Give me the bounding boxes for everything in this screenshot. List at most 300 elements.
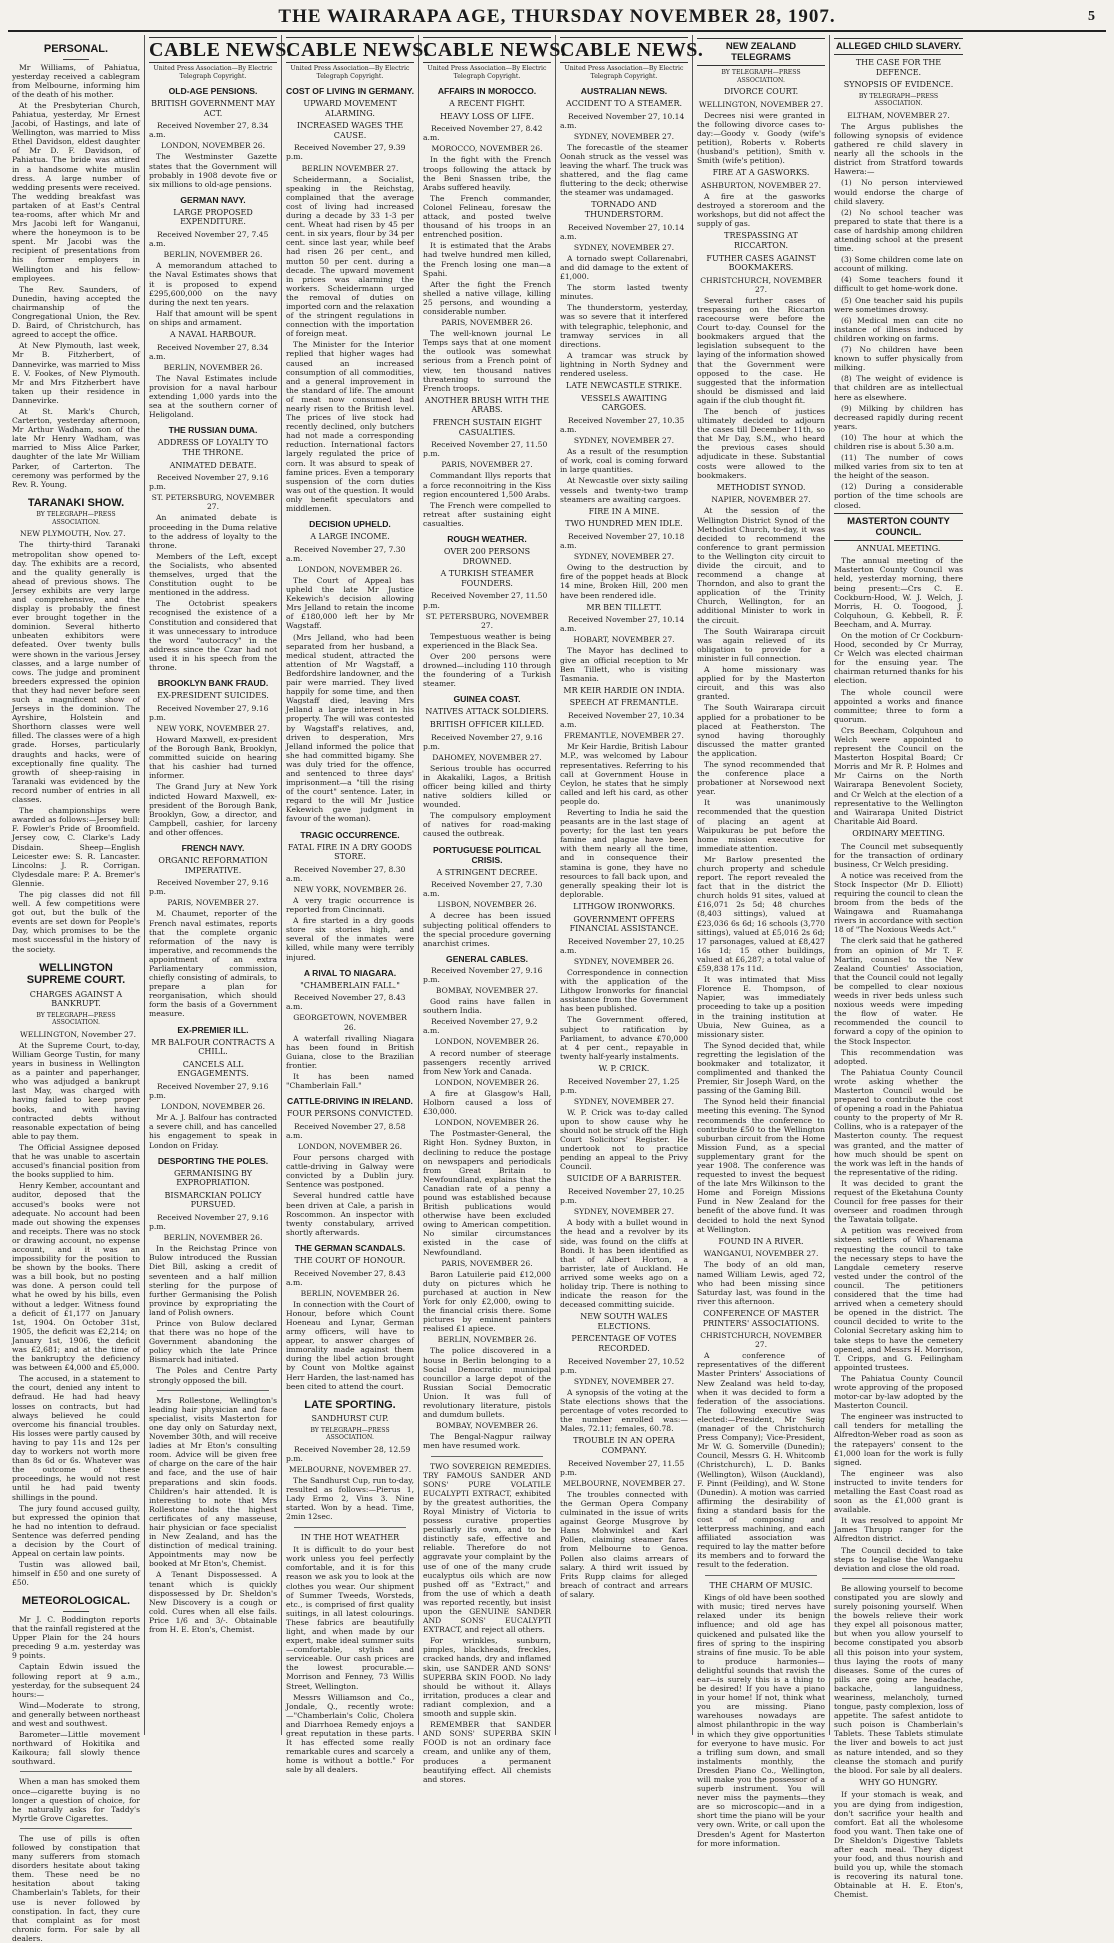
dateline: LONDON, NOVEMBER 26. (160, 141, 266, 151)
subheading: BISMARCKIAN POLICY PURSUED. (164, 1190, 262, 1210)
article-paragraph: Members of the Left, except the Socialists, who absented themselves, urged that the Constitution ought to be mentioned in the address. (149, 551, 277, 598)
dateline: PARIS, NOVEMBER 27. (167, 898, 259, 908)
subheading: THE COURT OF HONOUR. (294, 1255, 406, 1265)
article-paragraph: The Synod decided that, while regretting the legislation of the bookmaker and totalizator, it complimented and thanked the Premier, Sir Joseph Ward, on the passing of the Gaming Bill. (697, 1040, 825, 1096)
masthead (8, 6, 1106, 28)
dateline: MOROCCO, NOVEMBER 26. (431, 144, 543, 154)
advertisement: If your stomach is weak, and you are dying from indigestion, don't sacrifice your health and comfort. Eat all the wholesome food you want. Then take one of Dr Sheldon's Digestive Tablets after each meal. They digest your food, and thus nourish and build you up, while the stomach is recovering its natural tone. Obtainable at H. E. Eton's, Chemist. (834, 1790, 963, 1900)
subheading: VESSELS AWAITING CARGOES. (581, 393, 667, 413)
article-paragraph: Henry Kember, accountant and auditor, deposed that the accused's books were not adequate. No account had been made out showing the expenses and receipts. There was no stock or drawing account, no expense account, and it was an impossibility for the position to be shown by the books. There was a bill book, but no posting was done. A person could tell what he owed by his bills, even without a ledger. Witness found a deficit of £1,177 on January 1st, 1904. On October 31st, 1905, the deficit was £2,214; on January 1st, 1906, the deficit was £2,681; and at the time of the bankruptcy the deficiency was between £4,000 and £5,000. (12, 1181, 140, 1373)
article-paragraph: The annual meeting of the Masterton County Council was held, yesterday morning, there being present:—Crs C. E. Cockburn-Hood, W. J. Welch, J. Morris, H. O. Toogood, J. Colquhoun, G. Kebbell, R. F. Beecham, and A. Murray. (834, 556, 963, 629)
dateline: ST. PETERSBURG, NOVEMBER 27. (425, 611, 549, 630)
received-line: Received November 28, 12.59 p.m. (286, 1444, 411, 1463)
article-paragraph: At the Supreme Court, to-day, William George Tustin, for many years in business in Wellington as a painter and paperhanger, who was adjudged a bankrupt last May, was charged with having failed to keep proper books, and with having contracted debts without reasonable expectation of being able to pay them. (12, 1040, 140, 1141)
received-line: Received November 27, 10.14 a.m. (560, 111, 685, 130)
dateline: BERLIN, NOVEMBER 26. (300, 1288, 400, 1298)
section-title: WELLINGTON SUPREME COURT. (26, 961, 126, 987)
received-line: Received November 27, 8.43 a.m. (286, 1268, 406, 1287)
article-paragraph: W. P. Crick was to-day called upon to show cause why he should not be struck off the High Court Solicitors' Register. He undertook not to practice pending an appeal to the Privy Council. (560, 1107, 688, 1172)
received-line: Received November 27, 7.45 a.m. (149, 230, 269, 249)
section-title: AUSTRALIAN NEWS. (580, 86, 668, 96)
subheading: FOUND IN A RIVER. (718, 1236, 804, 1246)
article-paragraph: The Westminster Gazette states that the Government will probably in 1908 devote five or six millions to old-age pensions. (149, 152, 277, 189)
dateline: BERLIN, NOVEMBER 26. (163, 1233, 263, 1243)
dateline: CHRISTCHURCH, NOVEMBER 27. (700, 1331, 822, 1350)
section-title: DECISION UPHELD. (309, 519, 391, 530)
dateline: CHRISTCHURCH, NOVEMBER 27. (700, 275, 822, 294)
article-paragraph: In connection with the Court of Honour, before which Count Hoeneau and Lynar, German army officers, will have to appear, to answer charges of immorality made against them during the libel action brought by Count von Moltke against Herr Harden, the last-named has been cited to attend the court. (286, 1299, 414, 1391)
received-line: Received November 27, 11.50 p.m. (423, 591, 548, 610)
dateline: ASHBURTON, NOVEMBER 27. (700, 180, 822, 190)
article-paragraph: The Sandhurst Cup, run to-day, resulted as follows:—Pierus 1, Lady Ermo 2, Vins 3. Nine started. Won by a head. Time, 2min 12sec. (286, 1476, 414, 1522)
dateline: NEW YORK, NOVEMBER 26. (293, 884, 407, 894)
dateline: BERLIN, NOVEMBER 26. (437, 1335, 537, 1345)
subheading: GERMANISING BY EXPROPRIATION. (174, 1168, 252, 1188)
received-line: Received November 27, 8.30 a.m. (286, 864, 406, 883)
dateline: LONDON, NOVEMBER 26. (297, 1141, 403, 1151)
advertisement-heading: WHY GO HUNGRY. (859, 1777, 938, 1787)
column-5 (556, 35, 704, 1735)
received-line: Received November 27, 9.16 p.m. (149, 1212, 269, 1232)
telegraph-credit: BY TELEGRAPH—PRESS ASSOCIATION. (36, 1011, 116, 1027)
list-item: (2) No school teacher was prepared to state that there is a case of hardship among children attending school at the present time. (834, 207, 963, 254)
section-title: EX-PREMIER ILL. (177, 1024, 249, 1035)
article-paragraph: A synopsis of the voting at the State elections shows that the percentage of votes recorded to the number enrolled was:—Males, 72.11; females, 60.78. (560, 1387, 688, 1434)
dateline: PARIS, NOVEMBER 27. (441, 460, 533, 470)
dateline: PARIS, NOVEMBER 26. (441, 318, 533, 328)
article-paragraph: The accused, in a statement to the court, denied any intent to defraud. He had had heavy losses on contracts, but had always believed he could overcome his financial troubles. His losses were partly caused by having to pay 11s and 12s per day to workers not worth more than 8s 6d or 6s. Whatever was the outcome of these proceedings, he would not rest until he had paid twenty shillings in the pound. (12, 1374, 140, 1502)
article-paragraph: Crs Beecham, Colquhoun and Welch were appointed to represent the Council on the Masterton Hospital Board; Cr Morris and Mr R. P. Holmes and Mr Cairns on the North Wairarapa Benevolent Society, and Cr Welch at the election of a representative to the Wellington and Wairarapa United District Charitable Aid Board. (834, 725, 963, 826)
article-paragraph: A conference of representatives of the different Master Printers' Associations of New Zealand was held to-day, when it was decided to form a federation of the associations. The following executive was elected:—President, Mr Seiig (manager of the Christchurch Press Company); Vice-President, Mr W. G. Somerville (Dunedin); Council, Messrs G. H. Whitcomb (Christchurch), L. D. Banks (Wellington), Wilson (Auckland), F. Pinnt (Feilding), and W. Stone (Dunedin). A motion was carried affirming the desirability of fixing a standard basis for the cost of composing and letterpress machining, and each affiliated association was required to lay the matter before its members and to forward the result to the federation. (697, 1351, 825, 1570)
subheading: MR BALFOUR CONTRACTS A CHILL. (151, 1037, 275, 1057)
received-line: Received November 27, 11.55 p.m. (560, 1458, 685, 1477)
subheading: CHARGES AGAINST A BANKRUPT. (29, 989, 123, 1009)
received-line: Received November 27, 8.34 a.m. (149, 342, 269, 361)
dateline: MELBOURNE, NOVEMBER 27. (288, 1465, 412, 1474)
subheading: A STRINGENT DECREE. (436, 867, 538, 877)
list-item: (9) Milking by children has decreased rapidly during recent years. (834, 403, 963, 431)
article-paragraph: The Postmaster-General, the Right Hon. Sydney Buxton, in declining to reduce the postage on newspapers and periodicals from Great Britain to Newfoundland, explains that the Canadian rate of a penny a pound was established because British publications would otherwise have been excluded owing to American competition. No similar circumstances existed in the case of Newfoundland. (423, 1129, 551, 1257)
dateline: SYDNEY, NOVEMBER 27. (573, 436, 675, 446)
article-paragraph: This recommendation was adopted. (834, 1047, 963, 1066)
article-paragraph: The Government offered, subject to ratification by Parliament, to advance £70,000 at 4 per cent., repayable in twenty half-yearly instalments. (560, 1015, 688, 1061)
cable-news-heading: CABLE NEWS. (423, 39, 567, 61)
article-paragraph: Barometer—Little movement northward of Hokitika and Kaikoura; fall slowly thence southward. (12, 1730, 140, 1767)
section-title: TRAGIC OCCURRENCE. (300, 829, 400, 840)
received-line: Received November 27, 9.2 a.m. (423, 1017, 538, 1036)
section-title: BROOKLYN BANK FRAUD. (157, 678, 269, 689)
article-paragraph: After the fight the French shelled a native village, killing 25 persons, and wounding a considerable number. (423, 279, 551, 316)
divider (63, 59, 89, 60)
article-paragraph: The Naval Estimates include provision for a naval harbour extending 1,000 yards into the sea at the southern corner of Heligoland. (149, 373, 277, 420)
article-paragraph: A memorandum attached to the Naval Estimates shows that it is proposed to expend £295,600,000 on the navy during the next ten years. (149, 261, 277, 307)
telegraph-credit: BY TELEGRAPH—PRESS ASSOCIATION. (721, 69, 801, 84)
received-line: Received November 27, 7.30 a.m. (423, 880, 543, 899)
dateline: BERLIN NOVEMBER 27. (301, 163, 399, 173)
dateline: SYDNEY, NOVEMBER 27. (573, 242, 675, 252)
subheading: LITHGOW IRONWORKS. (573, 901, 675, 911)
dateline: NAPIER, NOVEMBER 27. (711, 495, 811, 505)
article-paragraph: Mr J. C. Boddington reports that the rainfall registered at the Upper Plain for the 24 hours preceding 9 a.m. yesterday was 9 points. (12, 1614, 140, 1661)
press-credit: United Press Association—By Electric Telegraph Copyright. (290, 65, 410, 80)
article-paragraph: Wind—Moderate to strong, and generally between northeast and west and southwest. (12, 1700, 140, 1728)
list-item: (12) During a considerable portion of the time schools are closed. (834, 482, 963, 510)
article-paragraph: The Court of Appeal has upheld the late Mr Justice Kekewich's decision allowing Mrs Jelland to retain the income of £180,000 left her by Mr Wagstaff. (286, 576, 414, 631)
article-paragraph: Over 200 persons were drowned—including 110 through the foundering of a Turkish steamer. (423, 651, 551, 689)
subheading: EX-PRESIDENT SUICIDES. (157, 691, 269, 701)
article-paragraph: Scheidermann, a Socialist, speaking in the Reichstag, complained that the average cost of living had increased during a decade by 33 1-3 per cent. Wheat had risen by 45 per cent. in six years, flour by 34 per cent. since last year, while beef had risen 26 per cent., and mutton 50 per cent. during a decade. The upward movement in prices was alarming the workers. Scheidermann urged the removal of duties on imported corn and the relaxation of the stringent regulations in connection with the importation of foreign meat. (286, 174, 414, 339)
received-line: Received November 27, 10.52 p.m. (560, 1356, 685, 1375)
section-banner: NEW ZEALAND TELEGRAMS (697, 38, 825, 66)
section-banner: ALLEGED CHILD SLAVERY. (834, 38, 963, 55)
subheading: SYNOPSIS OF EVIDENCE. (843, 80, 954, 90)
list-item: (7) No children have been known to suffer physically from milking. (834, 345, 963, 373)
article-paragraph: The synod recommended that the conference place a probationer at Norsewood next year. (697, 759, 825, 797)
received-line: Received November 27, 9.16 p.m. (149, 1081, 269, 1101)
received-line: Received November 27, 10.34 a.m. (560, 711, 685, 730)
telegraph-credit: BY TELEGRAPH—PRESS ASSOCIATION. (310, 1426, 390, 1442)
section-title: FRENCH NAVY. (181, 842, 245, 853)
advertisement: REMEMBER that SANDER AND SONS' SUPERBA SKIN FOOD is not an ordinary face cream, and unlike any of them, produces a permanent beautifying effect. All chemists and stores. (423, 1720, 551, 1784)
article-paragraph: The Argus publishes the following synopsis of evidence gathered re child slavery in nearly all the schools in the district from Stratford towards Hawera:— (834, 121, 963, 177)
article-paragraph: The thunderstorm, yesterday, was so severe that it interfered with telegraphic, telephonic, and tramway services in all directions. (560, 303, 688, 349)
dateline: MELBOURNE, NOVEMBER 27. (562, 1478, 686, 1488)
article-paragraph: At New Plymouth, last week, Mr B. Fitzherbert, of Dannevirke, was married to Miss E. V. Fookes, of New Plymouth. Mr and Mrs Fitzherbert have taken up their residence in Dannevirke. (12, 341, 140, 405)
article-paragraph: The French commander, Colonel Felineau, foresaw the attack, and posted twelve thousand of his troops in an entrenched position. (423, 193, 551, 240)
subheading: FOUR PERSONS CONVICTED. (286, 1109, 414, 1119)
article-paragraph: The forecastle of the steamer Oonah struck as the vessel was leaving the wharf. The truck was shattered, and the flag came fluttering to the deck; otherwise the steamer was undamaged. (560, 142, 688, 198)
subheading: A LARGE INCOME. (310, 532, 390, 542)
cable-news-heading: CABLE NEWS. (149, 39, 293, 61)
dateline: SYDNEY, NOVEMBER 27. (573, 1376, 675, 1386)
article-paragraph: The whole council were appointed a works and finance committee; three to form a quorum. (834, 687, 963, 724)
article-paragraph: The South Wairarapa circuit applied for a probationer to be placed at Featherston. The synod having thoroughly discussed the matter granted the application. (697, 703, 825, 758)
advertisement: Be allowing yourself to become constipated you are slowly and surely poisoning yourself. When the bowels relieve their work they expel all poisonous matter, but when you allow yourself to become constipated you absorb all this poison into your system, thus laying the roots of many diseases. Some of the cures of pills are going are headache, backache, languidness, weariness, melancholy, turned tongue, pasty complexion, loss of appetite. The safest antidote to such poison is Chamberlain's Tablets. These Tablets stimulate the liver and bowels to act just as nature intended, and so they cleanse the stomach and purify the blood. For sale by all dealers. (834, 1583, 963, 1775)
article-paragraph: The well-known journal Le Temps says that at one moment the outlook was somewhat serious from a French point of view, ten thousand natives threatening to surround the French troops. (423, 329, 551, 393)
dateline: NEW PLYMOUTH, Nov. 27. (20, 529, 126, 539)
advertisement: It is difficult to do your best work unless you feel perfectly comfortable, and it is for this reason we ask you to look at the clothes you wear. Our shipment of Summer Tweeds, Worsteds, etc., is comprised of first quality suitings, in all latest colourings. These fabrics are beautifully light, and when made by our expert, make ideal summer suits—comfortable, stylish and serviceable. Our cash prices are the lowest procurable.—Morrison and Fenney, 73 Willis Street, Wellington. (286, 1545, 414, 1691)
advertisement-heading: IN THE HOT WEATHER (300, 1532, 400, 1542)
subheading: SANDHURST CUP. (311, 1414, 389, 1424)
advertisement: A Tenant Dispossessed. A tenant which is quickly dispossessed by Dr. Sheldon's New Discovery is a cough or cold. Cures when all else fails. Price 1/6 and 3/-. Obtainable from H. E. Eton's, Chemist. (149, 1570, 277, 1634)
subheading: ANIMATED DEBATE. (169, 460, 257, 470)
article-paragraph: Correspondence in connection with the application of the Lithgow Ironworks for financial assistance from the Government has been published. (560, 967, 688, 1014)
received-line: Received November 27, 8.43 a.m. (286, 993, 406, 1012)
article-paragraph: At the session of the Wellington District Synod of the Methodist Church, to-day, it was decided to recommend the conference to grant permission to the Wellington city circuit to divide the circuit, and to recommend a change at Thorndon, and also to grant the application of the Trinity Church, Wellington, for an additional Minister to work in the circuit. (697, 506, 825, 625)
subheading: HEAVY LOSS OF LIFE. (439, 111, 535, 121)
article-paragraph: The Synod held their financial meeting this evening. The Synod recommends the conference to contribute £50 to the Wellington suburban circuit from the Home Mission Fund, as a special supplementary grant for the year 1908. The conference was requested to invest the bequest of the late Mrs Wilkinson to the Home and Foreign Missions Fund in New Zealand for the benefit of the above fund. It was decided to hold the next Synod at Wellington. (697, 1097, 825, 1234)
dateline: BERLIN, NOVEMBER 26. (163, 250, 263, 260)
article-paragraph: As a result of the resumption of work, coal is coming forward in large quantities. (560, 447, 688, 475)
dateline: BOMBAY, NOVEMBER 26. (435, 1421, 539, 1431)
dateline: HOBART, NOVEMBER 27. (573, 635, 675, 645)
section-title: CATTLE-DRIVING IN IRELAND. (287, 1096, 413, 1107)
article-paragraph: Reverting to India he said the peasants are in the last stage of poverty; for the last ten years famine and plague have been with them nearly all the time, and in consequence their stamina is gone, they have no resources to fall back upon, and generally speaking their lot is deplorable. (560, 807, 688, 899)
subheading: FIRE IN A MINE. (588, 506, 660, 516)
press-credit: United Press Association—By Electric Telegraph Copyright. (427, 65, 547, 80)
received-line: Received November 27, 9.16 p.m. (149, 878, 269, 897)
received-line: Received November 27, 10.14 a.m. (560, 615, 685, 634)
article-paragraph: On the motion of Cr Cockburn-Hood, seconded by Cr Murray, Cr Welch was elected chairman for the ensuing year. The chairman returned thanks for his election. (834, 630, 963, 686)
subheading: MR BEN TILLETT. (586, 602, 662, 612)
article-paragraph: An animated debate is proceeding in the Duma relative to the address of loyalty to the throne. (149, 513, 277, 550)
article-paragraph: The South Wairarapa circuit was again relieved of its obligation to provide for a minister in full connection. (697, 626, 825, 663)
subheading: TORNADO AND THUNDERSTORM. (584, 200, 664, 220)
received-line: Received November 27, 10.25 p.m. (560, 1187, 685, 1206)
section-title: TARANAKI SHOW. (27, 496, 125, 509)
article-paragraph: A notice was received from the Stock Inspector (Mr D. Elliott) requiring the council to clean the broom from the beds of the Waingawa and Ruamahanga rivers in accordance with section 18 of "The Noxious Weeds Act." (834, 870, 963, 935)
article-paragraph: A fire started in a dry goods store six stories high, and several of the inmates were killed, while many were terribly injured. (286, 916, 414, 962)
article-paragraph: A very tragic occurrence is reported from Cincinnati. (286, 896, 414, 915)
dateline: SYDNEY, NOVEMBER 27. (573, 1207, 675, 1217)
dateline: LISBON, NOVEMBER 26. (437, 900, 537, 910)
article-paragraph: Several further cases of trespassing on the Riccarton racecourse were before the Court to-day. Counsel for the bookmakers argued that the legislation subsequent to the laying of the information showed that the Government were opposed to the case. He suggested that the information should be dismissed and laid again if the club thought fit. (697, 295, 825, 405)
section-title: COST OF LIVING IN GERMANY. (286, 86, 414, 96)
article-paragraph: The engineer was instructed to call tenders for metalling the Alfredton-Weber road as soon as the ratepayers' consent to the £1,000 loan for the work is fully signed. (834, 1412, 963, 1467)
article-paragraph: The thirty-third Taranaki metropolitan show opened to-day. The exhibits are a record, and the quality generally is ahead of previous shows. The Jersey exhibits are very large and comprehensive, and the display is probably the finest ever brought together in the dominion. Several hitherto unbeaten exhibitors were defeated. Over twenty bulls were shown in the various Jersey classes, and a large number of cows. The judge and prominent breeders expressed the opinion that they had never before seen such a magnificent show of Jerseys in the dominion. The Ayrshire, Holstein and Shorthorn classes were well filled. The classes were of a high grade. Horses, particularly draughts and hacks, were of exceptionally fine quality. The growth of sheep-raising in Taranaki was evidenced by the record number of entries in all classes. (12, 540, 140, 805)
article-paragraph: A petition was received from sixteen settlers of Wharenama requesting the council to take the necessary steps to have the Langdale cemetery reserve vested under the control of the council. The petitioners considered that the time had arrived when a cemetery should be opened in the district. The council decided to write to the Colonial Secretary asking him to take steps to have the cemetery opened, and Messrs H. Morrison, T. Cripps, and G. Feilingham appointed trustees. (834, 1226, 963, 1372)
received-line: Received November 27, 9.16 p.m. (423, 965, 543, 984)
article-paragraph: A fire at the gasworks destroyed a storeroom and the workshops, but did not affect the supply of gas. (697, 191, 825, 229)
article-paragraph: A tramcar was struck by lightning in North Sydney and rendered useless. (560, 350, 688, 379)
column-6 (693, 35, 830, 1848)
subheading: MR KEIR HARDIE ON INDIA. (563, 685, 685, 695)
subheading: OVER 200 PERSONS DROWNED. (443, 547, 531, 566)
dateline: ELTHAM, NOVEMBER 27. (847, 110, 950, 120)
article-paragraph: The clerk said that he gathered from an opinion of Mr T. F. Martin, counsel to the New Zealand Counties' Association, that the Council could not legally be compelled to clear noxious weeds in river beds unless such noxious weeds were impeding the flow of water. He recommended the council to forward a copy of the opinion to the Stock Inspector. (834, 936, 963, 1046)
article-paragraph: Several hundred cattle have been driven at Cale, a parish in Roscommon. An inspector with twenty constabulary, arrived shortly afterwards. (286, 1191, 414, 1237)
subheading: TWO HUNDRED MEN IDLE. (565, 519, 683, 529)
article-paragraph: A home missionary was applied for by the Masterton circuit, and this was also granted. (697, 665, 825, 702)
section-title: AFFAIRS IN MOROCCO. (437, 86, 537, 96)
received-line: Received November 27, 9.16 p.m. (149, 473, 269, 492)
dateline: LONDON, NOVEMBER 26. (160, 1102, 266, 1112)
article-paragraph: A record number of steerage passengers recently arrived from New York and Canada. (423, 1048, 551, 1076)
subheading: THE CASE FOR THE DEFENCE. (855, 58, 942, 77)
article-paragraph: In the Reichstag Prince von Bulow introduced the Russian Diet Bill, asking a credit of seventeen and a half million sterling for the purpose of further Germanising the Polish province by expropriating the land of Polish owners. (149, 1244, 277, 1317)
article-paragraph: A decree has been issued subjecting political offenders to the special procedure governing anarchist crimes. (423, 911, 551, 948)
column-7 (830, 35, 967, 1900)
article-paragraph: The Grand Jury at New York indicted Howard Maxwell, ex-president of the Borough Bank, Brooklyn, Gow, a director, and Campbell, cashier, for larceny and other offences. (149, 782, 277, 837)
dateline: LONDON, NOVEMBER 26. (434, 1077, 540, 1087)
section-title: DESPORTING THE POLES. (157, 1155, 269, 1166)
article-paragraph: The compulsory employment of natives for road-making caused the outbreak. (423, 811, 551, 839)
advertisement: Messrs Williamson and Co., Jondale, Q., recently wrote:—"Chamberlain's Colic, Cholera and Diarrhoea Remedy enjoys a great reputation in these parts. It has effected some really remarkable cures and scarcely a home is without a bottle." For sale by all dealers. (286, 1692, 414, 1775)
subheading: ORGANIC REFORMATION IMPERATIVE. (158, 855, 268, 875)
article-paragraph: The Octobrist speakers recognised the existence of a Constitution and considered that it was unnecessary to introduce the word "autocracy" in the address since the Czar had not used it in his speech from the throne. (149, 599, 277, 672)
page-number: 5 (1088, 9, 1096, 24)
advertisement: The use of pills is often followed by constipation that many sufferers from stomach disorders hesitate about taking them. These need be no hesitation about taking Chamberlain's Tablets, for their use is never followed by constipation. In fact, they cure that complaint as for most chronic form. For sale by all dealers. (12, 1833, 140, 1943)
received-line: Received November 27, 8.58 a.m. (286, 1121, 406, 1140)
article-paragraph: The Mayor has declined to give an official reception to Mr Ben Tillett, who is visiting Tasmania. (560, 646, 688, 683)
subheading: A TURKISH STEAMER FOUNDERS. (440, 569, 534, 588)
article-paragraph: The bench of justices ultimately decided to adjourn the cases till December 11th, so that Mr Day, S.M., who heard the previous cases should adjudicate in these. Substantial costs were allowed to the bookmakers. (697, 407, 825, 480)
article-paragraph: At St. Mark's Church, Carterton, yesterday afternoon, Mr Arthur Wadham, son of the late Mr Henry Wadham, was married to Miss Alice Parker, daughter of the late Mr William Parker, of Carterton. The ceremony was performed by the Rev. R. Young. (12, 406, 140, 489)
dateline: LONDON, NOVEMBER 26. (434, 1118, 540, 1128)
article-paragraph: The body of an old man, named William Lewis, aged 72, who had been missing since Saturday last, was found in the river this afternoon. (697, 1260, 825, 1306)
subheading: DIVORCE COURT. (723, 87, 799, 96)
article-paragraph: Commandant Illys reports that a force reconnoitring in the Kiss region encountered 1,500 Arabs. (423, 471, 551, 499)
subheading: BRITISH GOVERNMENT MAY ACT. (151, 99, 275, 118)
article-paragraph: The Pahiatua County Council wrote approving of the proposed motor-car by-law adopted by the Masterton Council. (834, 1373, 963, 1411)
received-line: Received November 27, 8.42 a.m. (423, 124, 543, 143)
subheading: SUICIDE OF A BARRISTER. (566, 1174, 682, 1184)
received-line: Received November 27, 10.35 a.m. (560, 415, 685, 434)
subheading: ORDINARY MEETING. (852, 828, 945, 838)
dateline: NEW YORK, NOVEMBER 27. (156, 723, 270, 733)
column-2 (145, 35, 293, 1735)
cable-news-heading: CABLE NEWS. (560, 39, 704, 61)
advertisement: Kings of old have been soothed with music; tired nerves have relaxed under its benign influence; and old age has quickened and pulsated like the fires of spring to the inspiring strains of fine music. To be able to produce harmonies—delightful sounds that ravish the ear—is surely this is a thing to be desired! If you have a piano in your home! If not, think what you are missing. Piano warehouses nowadays are almost philanthropic in the way in which they give opportunities for everyone to have music. For a trifling sum down, and small instalments monthly, the Dresden Piano Co., Wellington, will make you the possessor of a superb instrument. You will never miss the payments—they are so microscopic—and in a short time the piano will be your very own. Write, or call upon the Dresden's Agent for Masterton for more information. (697, 1593, 825, 1848)
list-item: (8) The weight of evidence is that children are as intellectual here as elsewhere. (834, 374, 963, 402)
list-item: (4) Some teachers found it difficult to get home-work done. (834, 275, 963, 294)
article-paragraph: The police discovered in a house in Berlin belonging to a Social Democratic municipal councillor a large depot of the Russian Social Democratic Union. It was full of revolutionary literature, pistols and dumdum bullets. (423, 1346, 551, 1420)
subheading: SPEECH AT FREMANTLE. (569, 698, 679, 708)
telegraph-credit: BY TELEGRAPH—PRESS ASSOCIATION. (36, 511, 116, 526)
article-paragraph: Mr Williams, of Pahiatua, yesterday received a cablegram from Melbourne, informing him of the death of his mother. (12, 62, 140, 99)
subheading: W. P. CRICK. (598, 1063, 650, 1073)
article-paragraph: It was resolved to appoint Mr James Thrupp ranger for the Alfredton district. (834, 1516, 963, 1544)
article-paragraph: Captain Edwin issued the following report at 9 a.m., yesterday, for the subsequent 24 hours:— (12, 1662, 140, 1699)
subheading: FIRE AT A GASWORKS. (712, 168, 810, 178)
advertisement: When a man has smoked them once—cigarette buying is no longer a question of choice, for he naturally asks for Taddy's Myrtle Grove Cigarettes. (12, 1777, 140, 1823)
section-title: GERMAN NAVY. (180, 194, 246, 205)
article-paragraph: (Mrs Jelland, who had been separated from her husband, a medical student, attracted the attention of Mr Wagstaff, a Bedfordshire landowner, and the pair were married. They lived happily for some time, and then Wagstaff died, leaving Mrs Jelland a large interest in his property. The will was contested by Wagstaff's relatives, and, driven to desperation, Mrs Jelland informed the police that she had committed bigamy. She was duly tried for the offence, and sentenced to three days' imprisonment—a "till the rising of the court" sentence. Later, in regard to the will Mr Justice Kekewich gave judgment in favour of the woman). (286, 632, 414, 824)
advertisement: TWO SOVEREIGN REMEDIES. TRY FAMOUS SANDER AND SONS' PURE VOLATILE EUCALYPTI EXTRACT, exhibited by the greatest authorities, the Royal Ministry of Victoria to possess curative properties peculiarly its own, and to be distinctly safe, effective and reliable. Therefore do not aggravate your complaint by the use of one of the many crude eucalyptus oils which are now pushed off as "Extract," and from the use of which a death was reported recently, but insist upon the GENUINE SANDER AND SONS' EUCALYPTI EXTRACT, and reject all others. (423, 1461, 551, 1635)
advertisement-heading: THE CHARM OF MUSIC. (709, 1580, 813, 1590)
subheading: GOVERNMENT OFFERS FINANCIAL ASSISTANCE. (569, 914, 679, 934)
press-credit: United Press Association—By Electric Telegraph Copyright. (153, 65, 273, 80)
article-paragraph: In the fight with the French troops following the attack by the Beni Snassen tribe, the Arabs suffered heavily. (423, 155, 551, 192)
article-paragraph: Decrees nisi were granted in the following divorce cases to-day:—Goody v. Goody (wife's petition), Roberts v. Roberts (husband's petition), Smith v. Smith (wife's petition). (697, 110, 825, 166)
dateline: PARIS, NOVEMBER 26. (441, 1258, 533, 1268)
section-title: PERSONAL. (43, 43, 109, 55)
dateline: SYDNEY, NOVEMBER 26. (573, 956, 675, 966)
dateline: WELLINGTON, NOVEMBER 27. (698, 99, 824, 109)
press-credit: United Press Association—By Electric Telegraph Copyright. (564, 65, 684, 80)
subheading: BRITISH OFFICER KILLED. (429, 719, 545, 729)
section-title: ROUGH WEATHER. (447, 534, 527, 545)
article-paragraph: The championships were awarded as follows:—Jersey bull: F. Fowler's Pride of Broomfield. Jersey cow, C. Clarke's Lady Disdain. Sheep—English Leicester ewe: S. R. Lancaster. Lincolns: J. R. Corrigan. Clydesdale mare: P. A. Bremer's Glennie. (12, 806, 140, 888)
subheading: TROUBLE IN AN OPERA COMPANY. (573, 1436, 675, 1455)
subheading: NEW SOUTH WALES ELECTIONS. (580, 1312, 668, 1331)
subheading: INCREASED WAGES THE CAUSE. (296, 121, 404, 140)
masthead-title: THE WAIRARAPA AGE, THURSDAY NOVEMBER 28, 1907. (278, 6, 836, 27)
list-item: (1) No person interviewed would endorse the charge of child slavery. (834, 178, 963, 206)
article-paragraph: Howard Maxwell, ex-president of the Borough Bank, Brooklyn, committed suicide on hearing that his cashier had turned informer. (149, 734, 277, 781)
section-title: METEOROLOGICAL. (21, 1595, 131, 1608)
list-item: (6) Medical men can cite no instance of illness induced by children working on farms. (834, 315, 963, 343)
list-item: (3) Some children come late on account of milking. (834, 255, 963, 274)
subheading: NATIVES ATTACK SOLDIERS. (425, 707, 549, 717)
dateline: WANGANUI, NOVEMBER 27. (703, 1249, 819, 1259)
dateline: FREMANTLE, NOVEMBER 27. (564, 731, 684, 741)
article-paragraph: The jury found accused guilty, but expressed the opinion that he had no intention to defraud. Sentence was deferred pending a decision by the Court of Appeal on certain law points. (12, 1503, 140, 1559)
received-line: Received November 27, 9.16 p.m. (149, 703, 269, 722)
section-banner: MASTERTON COUNTY COUNCIL. (834, 513, 963, 541)
dateline: WELLINGTON, November 27. (20, 1029, 137, 1039)
subheading: ANNUAL MEETING. (856, 543, 941, 553)
article-paragraph: Prince von Bulow declared that there was no hope of the Government abandoning the policy which the late Prince Bismarck had initiated. (149, 1319, 277, 1365)
article-paragraph: The Council met subsequently for the transaction of ordinary business, Cr Welch presiding. (834, 841, 963, 869)
dateline: LONDON, NOVEMBER 26. (297, 564, 403, 574)
received-line: Received November 27, 11.50 p.m. (423, 440, 548, 459)
article-paragraph: Four persons charged with cattle-driving in Galway were convicted by a Dublin jury. Sentence was postponed. (286, 1153, 414, 1190)
section-title: THE GERMAN SCANDALS. (294, 1242, 406, 1253)
subheading: CANCELS ALL ENGAGEMENTS. (177, 1059, 249, 1079)
article-paragraph: A tornado swept Collarenabri, and did damage to the extent of £1,000. (560, 253, 688, 282)
subheading: ANOTHER BRUSH WITH THE ARABS. (424, 395, 550, 415)
subheading: METHODIST SYNOD. (716, 482, 806, 492)
article-paragraph: A fire at Glasgow's Hall, Holborn caused a loss of £30,000. (423, 1088, 551, 1117)
divider (294, 1527, 406, 1528)
article-paragraph: The pig classes did not fill well. A few competitions were got out, but the bulk of the events are set down for People's Day, which promises to be the most successful in the history of the society. (12, 889, 140, 954)
article-paragraph: A body with a bullet wound in the head and a revolver by its side, was found on the cliffs at Bondi. It has been identified as that of Albert Horton, a barrister, late of Auckland. He arrived some weeks ago on a holiday trip. There is nothing to indicate the reason for the deceased committing suicide. (560, 1218, 688, 1310)
article-paragraph: The French were compelled to retreat after sustaining eight casualties. (423, 500, 551, 528)
list-item: (11) The number of cows milked varies from six to ten at the height of the season. (834, 453, 963, 481)
received-line: Received November 27, 10.14 a.m. (560, 222, 685, 241)
list-item: (10) The hour at which the children rise is about 5.30 a.m. (834, 432, 963, 451)
subheading: ADDRESS OF LOYALTY TO THE THRONE. (157, 438, 269, 457)
masthead-rule (8, 30, 1106, 32)
received-line: Received November 27, 10.18 a.m. (560, 531, 685, 551)
divider (20, 1828, 132, 1829)
article-paragraph: Serious trouble has occurred in Akakaliki, Lagos, a British officer being killed and thirty native soldiers killed or wounded. (423, 763, 551, 810)
divider (20, 1771, 132, 1772)
article-paragraph: Half that amount will be spent on ships and armament. (149, 308, 277, 327)
divider (157, 1390, 269, 1391)
advertisement: For wrinkles, sunburn, pimples, blackheads, freckles, cracked hands, dry and inflamed skin, use SANDER AND SONS' SUPERBA SKIN FOOD. No lady should be without it. Allays irritation, produces a clear and radiant complexion, and a smooth and supple skin. (423, 1636, 551, 1719)
article-paragraph: M. Chaumet, reporter of the French naval estimates, reports that the complete organic reformation of the navy is imperative, and recommends the appointment of an extra Parliamentary commission, chiefly consisting of admirals, to prepare a plan for reorganisation, which should form the basis of a Government measure. (149, 909, 277, 1019)
subheading: A NAVAL HARBOUR. (169, 329, 257, 339)
section-title: LATE SPORTING. (304, 1398, 396, 1411)
article-paragraph: It has been named "Chamberlain Fall." (286, 1072, 414, 1091)
section-title: GUINEA COAST. (453, 694, 521, 705)
subheading: LARGE PROPOSED EXPENDITURE. (173, 207, 253, 227)
subheading: UPWARD MOVEMENT ALARMING. (303, 99, 397, 118)
section-title: OLD-AGE PENSIONS. (168, 86, 258, 96)
article-paragraph: The engineer was also instructed to invite tenders for metalling the East Coast road as soon as the £1,000 grant is available. (834, 1468, 963, 1515)
received-line: Received November 27, 10.25 a.m. (560, 936, 685, 955)
dateline: BERLIN, NOVEMBER 26. (163, 362, 263, 372)
article-paragraph: It is estimated that the Arabs had twelve hundred men killed, the French losing one man—a Spahi. (423, 241, 551, 278)
subheading: ACCIDENT TO A STEAMER. (565, 99, 683, 108)
received-line: Received November 27, 9.39 p.m. (286, 143, 406, 162)
subheading: TRESPASSING AT RICCARTON. (724, 231, 798, 250)
advertisement: Mrs Rollestone, Wellington's leading hair physician and face specialist, visits Masterton for one day only on Saturday next, November 30th, and will receive ladies at Mr Eton's consulting room. Advice will be given free of charge on the care of the hair and face, and the use of hair preparations and skin foods. Children's hair attended. It is interesting to note that Mrs Rollestone holds the highest certificates of any masseuse, hair physician or face specialist in New Zealand, and has the distinction of medical training. Appointments may now be booked at Mr Eton's, Chemist. (149, 1395, 277, 1569)
article-paragraph: At the Presbyterian Church, Pahiatua, yesterday, Mr Ernest Jacobi, of Hastings, and late of Wellington, was married to Miss Ethel Davidson, eldest daughter of Mr D. F. Davidson, of Pahiatua. The bride was attired in a handsome white muslin dress. A large number of wedding presents were received. The wedding breakfast was partaken of at East's Central tea-rooms, after which Mr and Mrs Jacobi left for Wanganui, where the honeymoon is to be spent. Mr Jacobi was the recipient of presentations from his former employers in Wellington and his fellow-employees. (12, 100, 140, 283)
subheading: FATAL FIRE IN A DRY GOODS STORE. (287, 842, 413, 862)
section-title: A RIVAL TO NIAGARA. (303, 967, 397, 978)
subheading: PERCENTAGE OF VOTES RECORDED. (571, 1334, 677, 1354)
columns (8, 35, 1106, 1943)
column-4 (419, 35, 567, 1784)
received-line: Received November 27, 1.25 p.m. (560, 1076, 680, 1095)
dateline: DAHOMEY, NOVEMBER 27. (432, 752, 542, 762)
dateline: ST. PETERSBURG, NOVEMBER 27. (151, 493, 275, 512)
divider (705, 1575, 817, 1576)
article-paragraph: Owing to the destruction by fire of the poppet heads at Block 14 mine, Broken Hill, 200 men have been rendered idle. (560, 563, 688, 600)
dateline: SYDNEY, NOVEMBER 27. (573, 131, 675, 141)
article-paragraph: The Official Assignee deposed that he was unable to ascertain accused's financial position from the books supplied to him. (12, 1142, 140, 1180)
section-title: GENERAL CABLES. (446, 953, 528, 964)
dateline: SYDNEY, NOVEMBER 27. (573, 552, 675, 562)
telegraph-credit: BY TELEGRAPH—PRESS ASSOCIATION. (858, 92, 939, 108)
section-title: THE RUSSIAN DUMA. (168, 425, 258, 436)
article-paragraph: The Council decided to take steps to legalise the Wangaehu deviation and close the old road. (834, 1545, 963, 1573)
article-paragraph: The storm lasted twenty minutes. (560, 283, 688, 302)
received-line: Received November 27, 9.16 p.m. (423, 732, 543, 751)
